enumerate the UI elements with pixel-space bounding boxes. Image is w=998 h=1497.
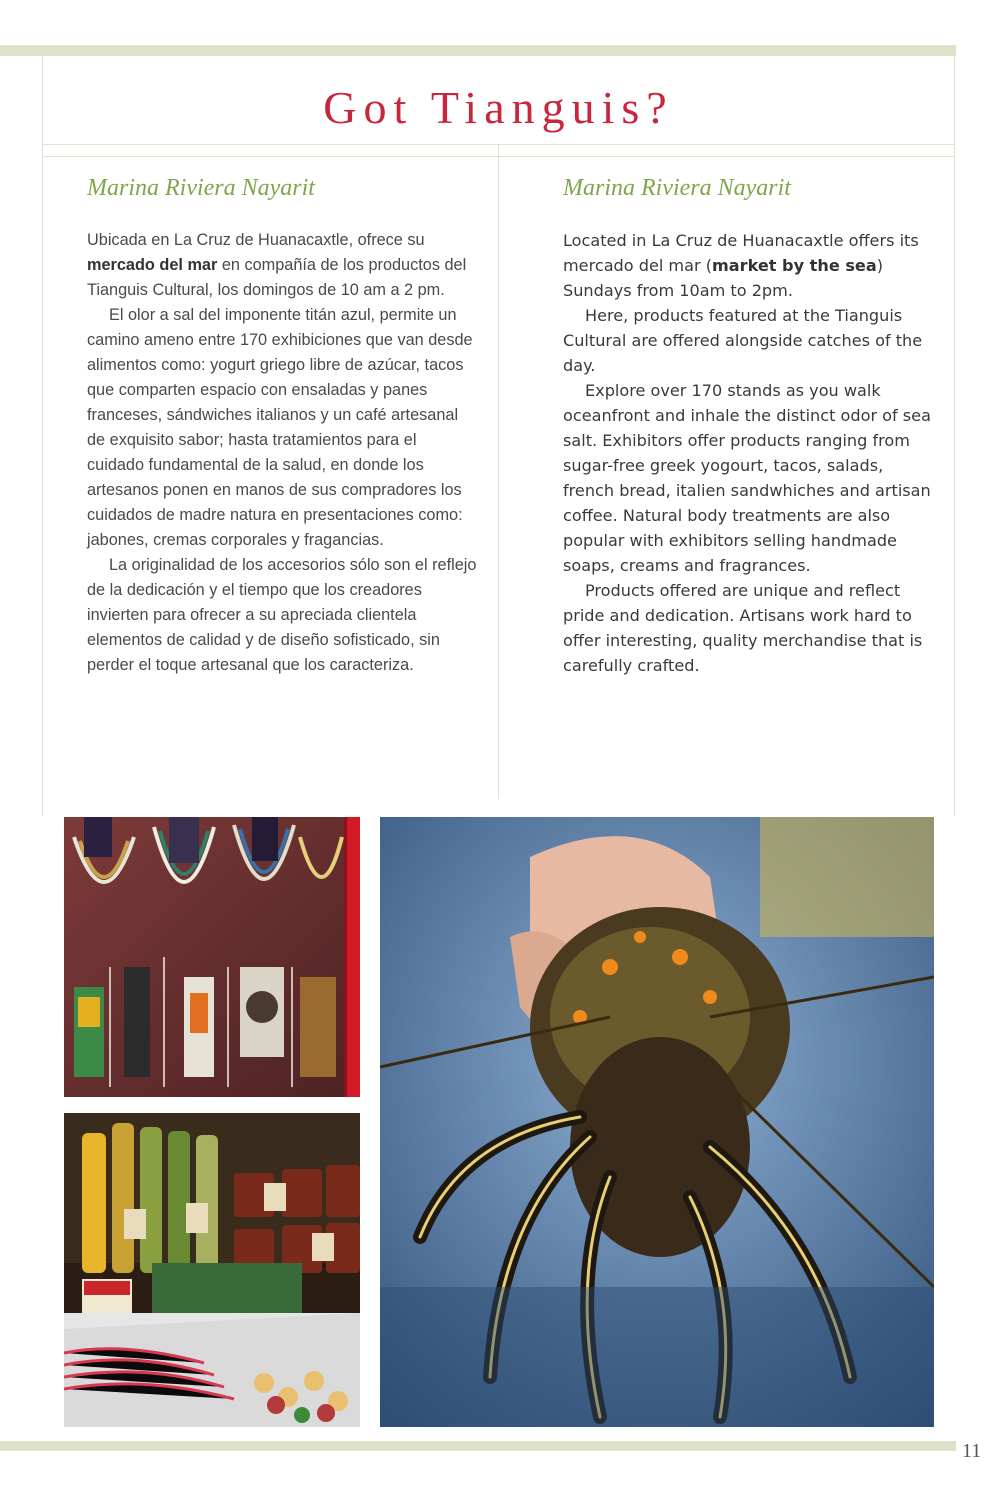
photo-hand-holding-lobster (380, 817, 934, 1427)
page-title: Got Tianguis? (323, 82, 674, 133)
photo-beaded-necklaces (64, 817, 360, 1097)
english-p1-text: Located in La Cruz de Huanacaxtle offers its mercado del mar ( (563, 231, 919, 275)
spanish-paragraph-2: El olor a sal del imponente titán azul, permite un camino ameno entre 170 exhibiciones que van desde alimentos como: yogurt griego libre de azúcar, tacos que comparten espacio con ensaladas y panes franceses, sándwiches italianos y un café artesanal de exquisito sabor; hasta tratamientos para el cuidado fundamental de la salud, en donde los artesanos ponen en manos de sus compradores los cuidados de madre natura en presentaciones como: jabones, cremas corporales y fragancias. (87, 306, 473, 549)
frame-right-line (954, 56, 955, 816)
bottom-frame-bar (0, 1441, 956, 1451)
english-paragraph-4: Products offered are unique and reflect pride and dedication. Artisans work hard to offer interesting, quality merchandise that is carefully crafted. (563, 581, 923, 675)
english-p1-bold: market by the sea (712, 256, 877, 275)
english-heading: Marina Riviera Nayarit (563, 175, 791, 201)
column-divider (498, 144, 499, 799)
spanish-column (87, 170, 477, 678)
page-number: 11 (962, 1440, 982, 1462)
spanish-paragraph-1 (87, 228, 477, 303)
spanish-heading: Marina Riviera Nayarit (87, 175, 315, 201)
english-column (563, 170, 933, 678)
english-p1-text-end: ) Sundays from 10am to 2pm. (563, 256, 883, 300)
english-paragraph-1 (563, 228, 933, 303)
frame-left-line (42, 56, 43, 816)
english-paragraph-3: Explore over 170 stands as you walk oceanfront and inhale the distinct odor of sea salt. Exhibitors offer products ranging from sugar-free greek yogourt, tacos, salads, french bread, italien sandwhiches and artisan coffee. Natural body treatments are also popular with exhibitors selling handmade soaps, creams and fragrances. (563, 381, 931, 575)
spanish-p1-text-end: en compañía de los productos del Tianguis Cultural, los domingos de 10 am a 2 pm. (87, 256, 467, 299)
spanish-paragraph-3: La originalidad de los accesorios sólo son el reflejo de la dedicación y el tiempo que los creadores invierten para ofrecer a su apreciada clientela elementos de calidad y de diseño sofisticado, sin perder el toque artesanal que los caracteriza. (87, 556, 477, 674)
spanish-p1-text: Ubicada en La Cruz de Huanacaxtle, ofrece su (87, 231, 425, 249)
photo-preserves-jars-and-pasta (64, 1113, 360, 1427)
spanish-p1-bold: mercado del mar (87, 256, 218, 274)
top-frame-bar (0, 45, 956, 56)
english-paragraph-2: Here, products featured at the Tianguis Cultural are offered alongside catches of the day. (563, 306, 923, 375)
